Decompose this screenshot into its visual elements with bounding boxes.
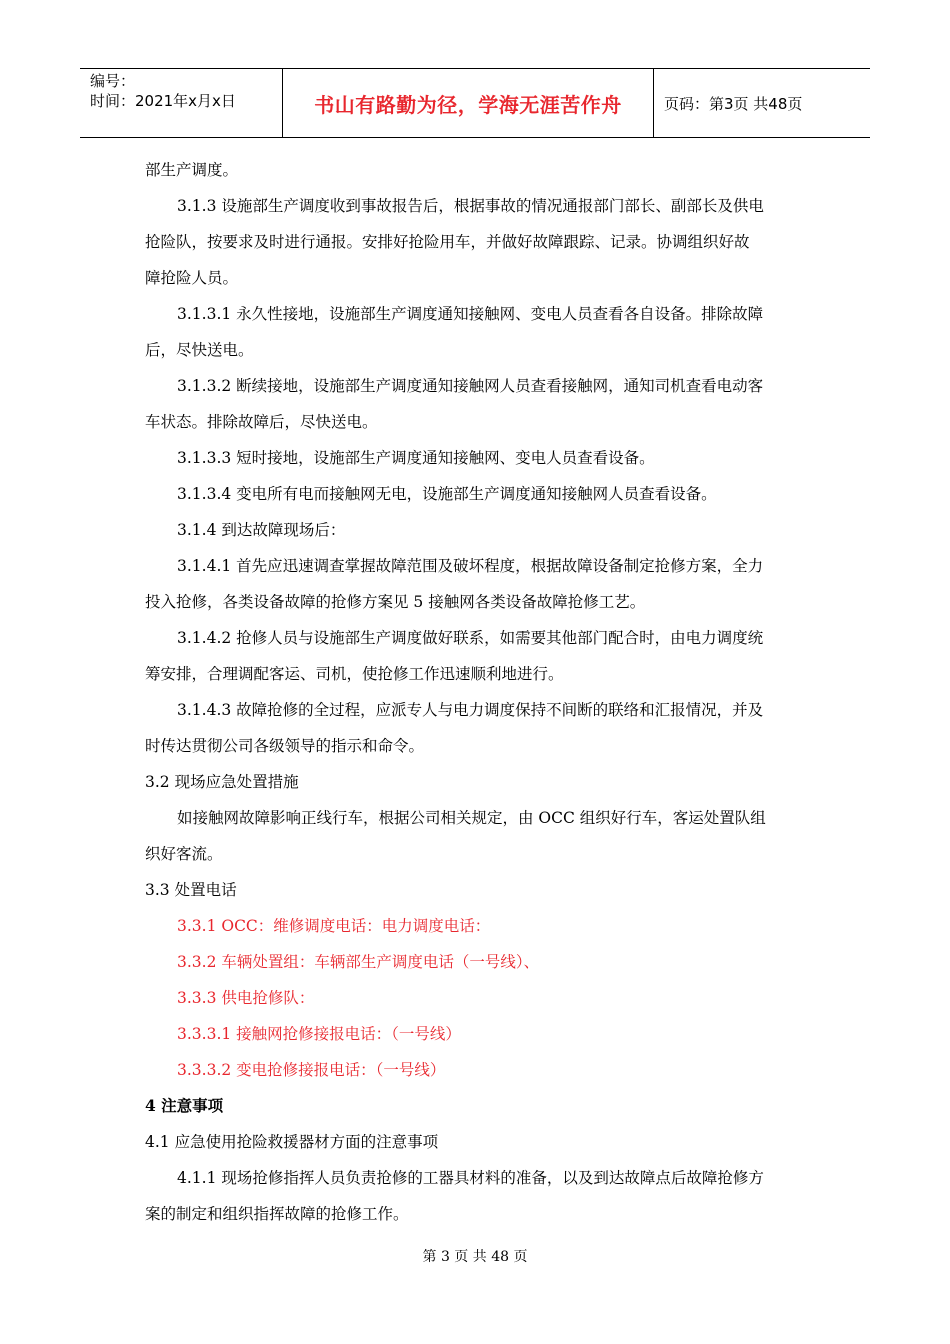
header-meta — [80, 69, 282, 137]
header-page-info-cell — [654, 69, 870, 137]
document-number-label: 编号： — [90, 72, 136, 90]
body-line: 3.1.4.2 抢修人员与设施部生产调度做好联系，如需要其他部门配合时，由电力调度统 — [177, 629, 764, 647]
body-line: 3.1.3.1 永久性接地，设施部生产调度通知接触网、变电人员查看各自设备。排除故障 — [177, 305, 764, 323]
document-time-label: 时间：2021年x月x日 — [90, 92, 236, 110]
body-line: 抢险队，按要求及时进行通报。安排好抢险用车，并做好故障跟踪、记录。协调组织好故 — [145, 233, 750, 251]
body-line: 时传达贯彻公司各级领导的指示和命令。 — [145, 737, 425, 755]
body-line: 部生产调度。 — [145, 161, 239, 179]
body-line: 3.3.3.2 变电抢修接报电话：（一号线） — [177, 1061, 446, 1079]
body-line: 4.1 应急使用抢险救援器材方面的注意事项 — [145, 1133, 439, 1151]
body-line: 4 注意事项 — [145, 1096, 224, 1115]
body-line: 投入抢修，各类设备故障的抢修方案见 5 接触网各类设备故障抢修工艺。 — [145, 593, 646, 611]
body-line: 后，尽快送电。 — [145, 341, 254, 359]
document-body — [145, 152, 810, 1232]
header-motto-cell — [282, 69, 654, 137]
body-line: 3.1.4.3 故障抢修的全过程，应派专人与电力调度保持不间断的联络和汇报情况，并及 — [177, 701, 764, 719]
body-line: 织好客流。 — [145, 845, 223, 863]
document-header — [80, 68, 870, 138]
body-line: 3.1.3.3 短时接地，设施部生产调度通知接触网、变电人员查看设备。 — [177, 449, 655, 467]
body-line: 案的制定和组织指挥故障的抢修工作。 — [145, 1205, 409, 1223]
body-line: 3.3.3.1 接触网抢修接报电话：（一号线） — [177, 1025, 461, 1043]
page-footer: 第 3 页 共 48 页 — [422, 1249, 528, 1265]
body-line: 3.1.4.1 首先应迅速调查掌握故障范围及破坏程度，根据故障设备制定抢修方案，全力 — [177, 557, 764, 575]
body-line: 车状态。排除故障后，尽快送电。 — [145, 413, 378, 431]
body-line: 障抢险人员。 — [145, 269, 239, 287]
body-line: 3.3.1 OCC：维修调度电话：电力调度电话： — [177, 917, 491, 935]
body-line: 3.3 处置电话 — [145, 881, 237, 899]
body-line: 3.1.3 设施部生产调度收到事故报告后，根据事故的情况通报部门部长、副部长及供电 — [177, 197, 764, 215]
body-line: 3.1.3.2 断续接地，设施部生产调度通知接触网人员查看接触网，通知司机查看电动客 — [177, 377, 764, 395]
body-line: 3.1.4 到达故障现场后： — [177, 521, 346, 539]
body-line: 3.2 现场应急处置措施 — [145, 773, 299, 791]
body-line: 筹安排，合理调配客运、司机，使抢修工作迅速顺利地进行。 — [145, 665, 564, 683]
body-line: 3.1.3.4 变电所有电而接触网无电，设施部生产调度通知接触网人员查看设备。 — [177, 485, 717, 503]
header-page-info: 页码：第3页 共48页 — [664, 94, 803, 113]
body-line: 4.1.1 现场抢修指挥人员负责抢修的工器具材料的准备，以及到达故障点后故障抢修方 — [177, 1169, 764, 1187]
body-line: 如接触网故障影响正线行车，根据公司相关规定，由 OCC 组织好行车，客运处置队组 — [177, 809, 766, 827]
header-motto: 书山有路勤为径，学海无涯苦作舟 — [314, 92, 622, 117]
body-line: 3.3.2 车辆处置组：车辆部生产调度电话（一号线）、 — [177, 953, 540, 971]
body-line: 3.3.3 供电抢修队： — [177, 989, 315, 1007]
